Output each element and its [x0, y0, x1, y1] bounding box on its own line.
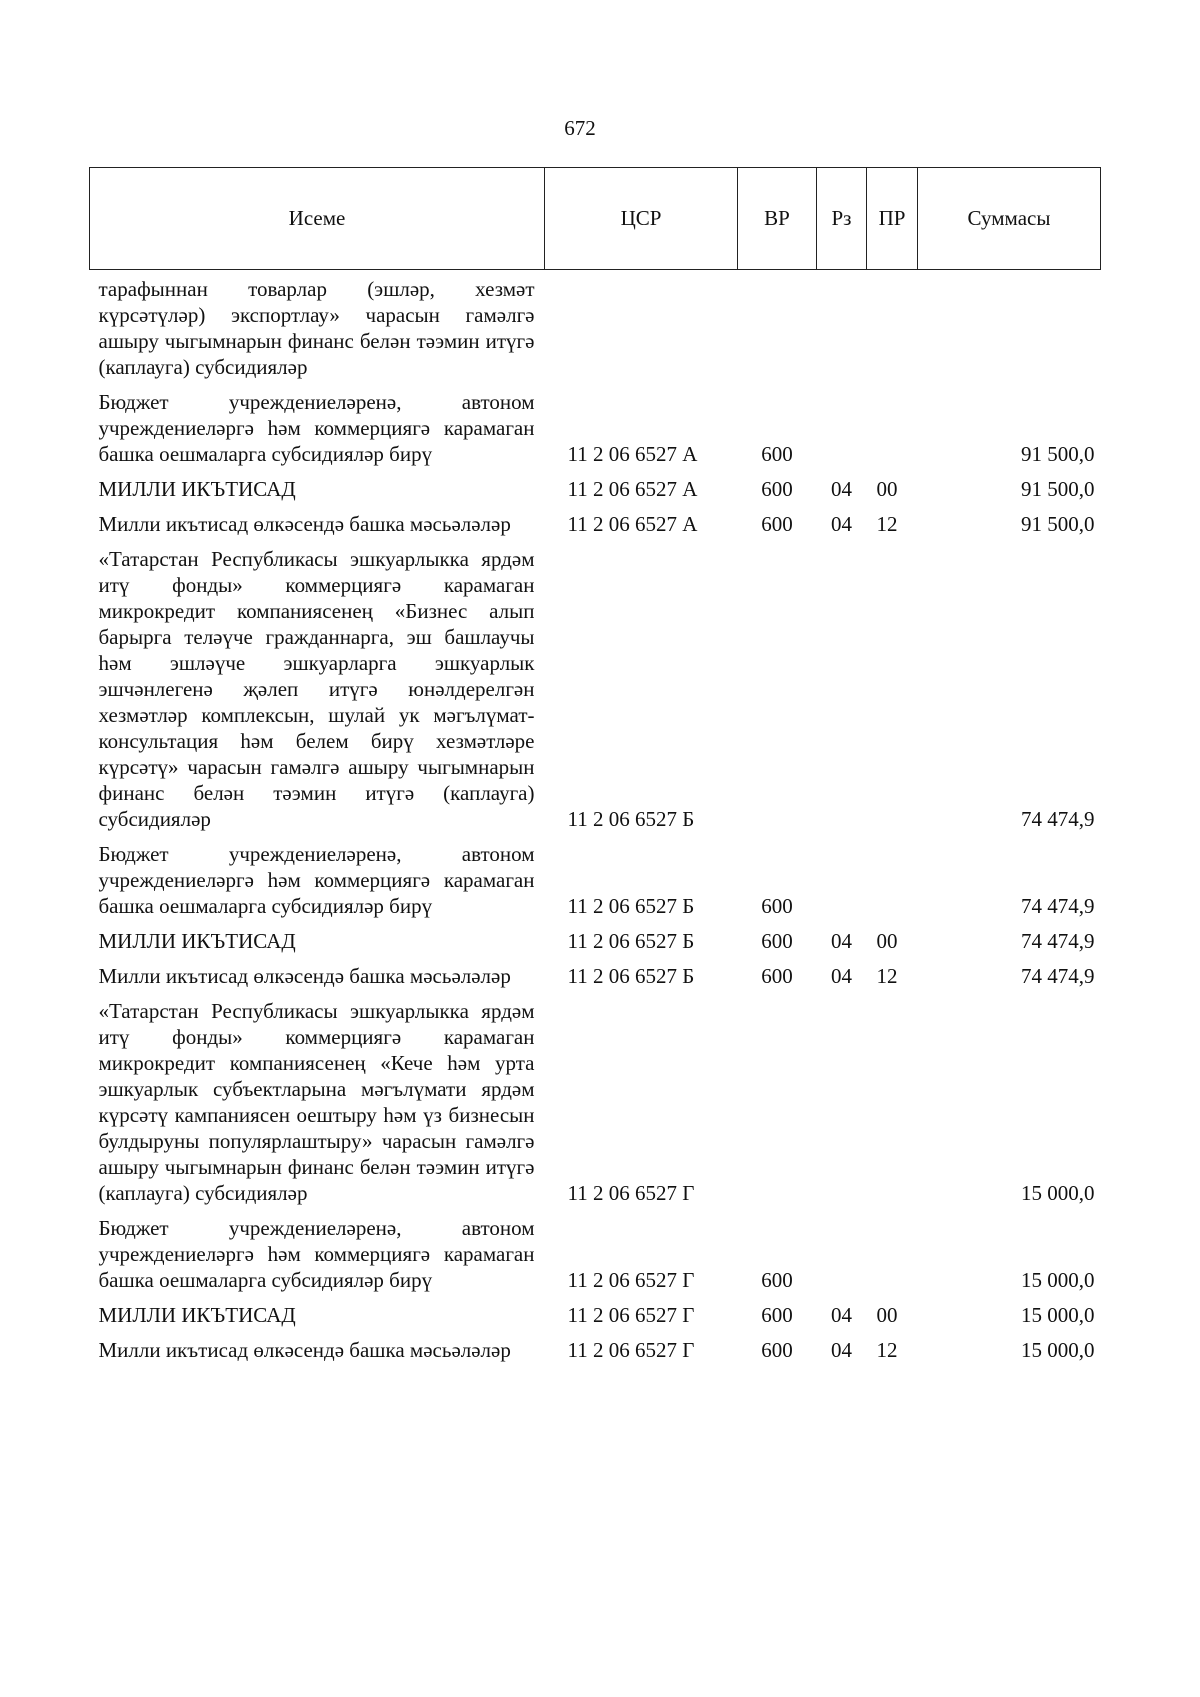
budget-table — [89, 167, 1101, 1363]
cell-csr: 11 2 06 6527 Б — [567, 929, 695, 953]
table-row — [90, 989, 1101, 1206]
cell-sum: 74 474,9 — [1021, 929, 1095, 953]
cell-pr: 00 — [876, 1303, 898, 1327]
cell-csr: 11 2 06 6527 А — [567, 512, 698, 536]
cell-sum: 91 500,0 — [1021, 477, 1095, 501]
cell-rz — [817, 832, 867, 919]
table-row — [90, 1328, 1101, 1363]
cell-vr: 600 — [761, 894, 793, 918]
cell-rz: 04 — [831, 477, 852, 501]
cell-rz — [817, 1206, 867, 1293]
header-rz: Рз — [817, 168, 867, 270]
cell-csr: 11 2 06 6527 Б — [567, 964, 695, 988]
cell-vr: 600 — [761, 964, 793, 988]
cell-sum: 74 474,9 — [1021, 964, 1095, 988]
cell-rz — [817, 380, 867, 467]
cell-vr: 600 — [761, 929, 793, 953]
header-sum: Суммасы — [918, 168, 1101, 270]
cell-vr: 600 — [761, 1338, 793, 1362]
cell-name: «Татарстан Республикасы эшкуарлыкка ярдәм итү фонды» коммерциягә карамаган микрокредит компаниясенең «Кече һәм урта эшкуарлык субъектларына мәгълүмати ярдәм күрсәтү кампаниясен оештыру һәм үз бизнесын булдыруны популярлаштыру» чарасын гамәлгә ашыру чыгымнарын финанс белән тәэмин итүгә (каплауга) субсидияләр — [98, 999, 535, 1205]
table-header — [90, 168, 1101, 270]
cell-csr: 11 2 06 6527 А — [567, 477, 698, 501]
cell-sum: 91 500,0 — [1021, 512, 1095, 536]
cell-csr: 11 2 06 6527 Г — [567, 1303, 695, 1327]
cell-name: МИЛЛИ ИКЪТИСАД — [98, 477, 296, 501]
cell-pr — [867, 380, 918, 467]
table-row — [90, 954, 1101, 989]
table-row — [90, 537, 1101, 832]
cell-rz: 04 — [831, 929, 852, 953]
header-pr: ПР — [867, 168, 918, 270]
cell-csr: 11 2 06 6527 А — [567, 442, 698, 466]
table-row — [90, 832, 1101, 919]
cell-sum — [918, 270, 1101, 381]
cell-pr — [867, 832, 918, 919]
cell-sum: 74 474,9 — [1021, 894, 1095, 918]
table-row — [90, 467, 1101, 502]
cell-vr: 600 — [761, 477, 793, 501]
cell-rz: 04 — [831, 964, 852, 988]
cell-sum: 15 000,0 — [1021, 1268, 1095, 1292]
cell-name: Милли икътисад өлкәсендә башка мәсьәләләр — [98, 964, 511, 988]
cell-rz — [817, 537, 867, 832]
cell-csr: 11 2 06 6527 Г — [567, 1338, 695, 1362]
cell-vr — [738, 537, 817, 832]
cell-name: МИЛЛИ ИКЪТИСАД — [98, 1303, 296, 1327]
table-body — [90, 270, 1101, 1364]
cell-pr: 12 — [876, 1338, 898, 1362]
cell-vr — [738, 989, 817, 1206]
cell-pr: 12 — [876, 512, 898, 536]
cell-vr: 600 — [761, 442, 793, 466]
cell-pr — [867, 989, 918, 1206]
cell-vr: 600 — [761, 1268, 793, 1292]
cell-vr — [738, 270, 817, 381]
header-row — [90, 168, 1101, 270]
cell-rz — [817, 989, 867, 1206]
cell-rz — [817, 270, 867, 381]
cell-sum: 91 500,0 — [1021, 442, 1095, 466]
table-row — [90, 1206, 1101, 1293]
cell-vr: 600 — [761, 512, 793, 536]
cell-rz: 04 — [831, 1303, 852, 1327]
cell-name: «Татарстан Республикасы эшкуарлыкка ярдәм итү фонды» коммерциягә карамаган микрокредит компаниясенең «Бизнес алып барырга теләүче гражданнарга, эш башлаучы һәм эшләүче эшкуарларга эшкуарлык эшчәнлегенә җәлеп итүгә юнәлдерелгән хезмәтләр комплексын, шулай ук мәгълүмат-консультация һәм белем бирү хезмәтләре күрсәтү» чарасын гамәлгә ашыру чыгымнарын финанс белән тәэмин итүгә (каплауга) субсидияләр — [98, 547, 535, 831]
cell-name: Бюджет учреждениеләренә, автоном учреждениеләргә һәм коммерциягә карамаган башка оешмаларга субсидияләр бирү — [98, 842, 535, 918]
cell-rz: 04 — [831, 512, 852, 536]
cell-pr: 12 — [876, 964, 898, 988]
cell-csr — [545, 270, 738, 381]
page-number: 672 — [564, 116, 596, 140]
header-csr: ЦСР — [545, 168, 738, 270]
header-name: Исеме — [90, 168, 545, 270]
cell-pr: 00 — [876, 477, 898, 501]
table-row — [90, 502, 1101, 537]
cell-csr: 11 2 06 6527 Б — [567, 807, 695, 831]
cell-name: Бюджет учреждениеләренә, автоном учреждениеләргә һәм коммерциягә карамаган башка оешмаларга субсидияләр бирү — [98, 1216, 535, 1292]
cell-rz: 04 — [831, 1338, 852, 1362]
table-row — [90, 1293, 1101, 1328]
cell-pr — [867, 1206, 918, 1293]
cell-pr — [867, 537, 918, 832]
cell-sum: 74 474,9 — [1021, 807, 1095, 831]
cell-vr: 600 — [761, 1303, 793, 1327]
cell-name: Милли икътисад өлкәсендә башка мәсьәләләр — [98, 512, 511, 536]
header-vr: ВР — [738, 168, 817, 270]
table-row — [90, 270, 1101, 381]
table-row — [90, 919, 1101, 954]
cell-pr: 00 — [876, 929, 898, 953]
cell-pr — [867, 270, 918, 381]
cell-name: тарафыннан товарлар (эшләр, хезмәт күрсәтүләр) экспортлау» чарасын гамәлгә ашыру чыгымнарын финанс белән тәэмин итүгә (каплауга) субсидияләр — [98, 277, 535, 379]
cell-csr: 11 2 06 6527 Б — [567, 894, 695, 918]
cell-csr: 11 2 06 6527 Г — [567, 1181, 695, 1205]
table-row — [90, 380, 1101, 467]
cell-sum: 15 000,0 — [1021, 1303, 1095, 1327]
cell-sum: 15 000,0 — [1021, 1338, 1095, 1362]
cell-name: Милли икътисад өлкәсендә башка мәсьәләләр — [98, 1338, 511, 1362]
cell-sum: 15 000,0 — [1021, 1181, 1095, 1205]
cell-name: МИЛЛИ ИКЪТИСАД — [98, 929, 296, 953]
cell-name: Бюджет учреждениеләренә, автоном учреждениеләргә һәм коммерциягә карамаган башка оешмаларга субсидияләр бирү — [98, 390, 535, 466]
cell-csr: 11 2 06 6527 Г — [567, 1268, 695, 1292]
